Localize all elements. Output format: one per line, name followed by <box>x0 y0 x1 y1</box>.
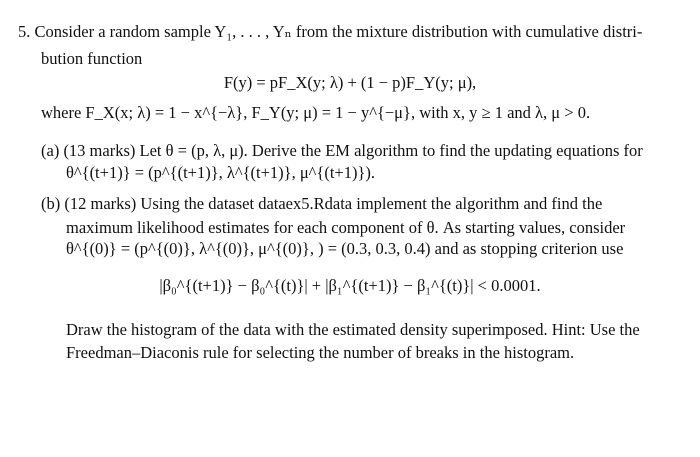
where-line: where F_X(x; λ) = 1 − x^{−λ}, F_Y(y; μ) = 1 − y^{−μ}, with x, y ≥ 1 and λ, μ > 0. <box>41 103 591 122</box>
part-b-line-3: θ^{(0)} = (p^{(0)}, λ^{(0)}, μ^{(0)}, ) = (0.3, 0.3, 0.4) and as stopping criterion use <box>66 239 624 258</box>
part-b-line-2: maximum likelihood estimates for each component of θ. As starting values, consider <box>66 218 626 237</box>
part-b-line-1: (b) (12 marks) Using the dataset dataex5.Rdata implement the algorithm and find the <box>41 194 603 213</box>
part-a-line-1: (a) (13 marks) Let θ = (p, λ, μ). Derive the EM algorithm to find the updating equations for <box>41 141 643 160</box>
intro-line-1: 5. Consider a random sample Y₁, . . . , Yₙ from the mixture distribution with cumulative distri- <box>18 22 643 41</box>
stopping-criterion-formula: |β₀^{(t+1)} − β₀^{(t)}| + |β₁^{(t+1)} − β₁^{(t)}| < 0.0001. <box>159 276 541 295</box>
draw-line-2: Freedman–Diaconis rule for selecting the number of breaks in the histogram. <box>66 343 575 362</box>
draw-line-1: Draw the histogram of the data with the estimated density superimposed. Hint: Use the <box>66 320 640 339</box>
part-a-line-2: θ^{(t+1)} = (p^{(t+1)}, λ^{(t+1)}, μ^{(t+1)}). <box>66 163 376 182</box>
cdf-formula: F(y) = pF_X(y; λ) + (1 − p)F_Y(y; μ), <box>223 73 477 92</box>
intro-line-2: bution function <box>41 49 143 68</box>
